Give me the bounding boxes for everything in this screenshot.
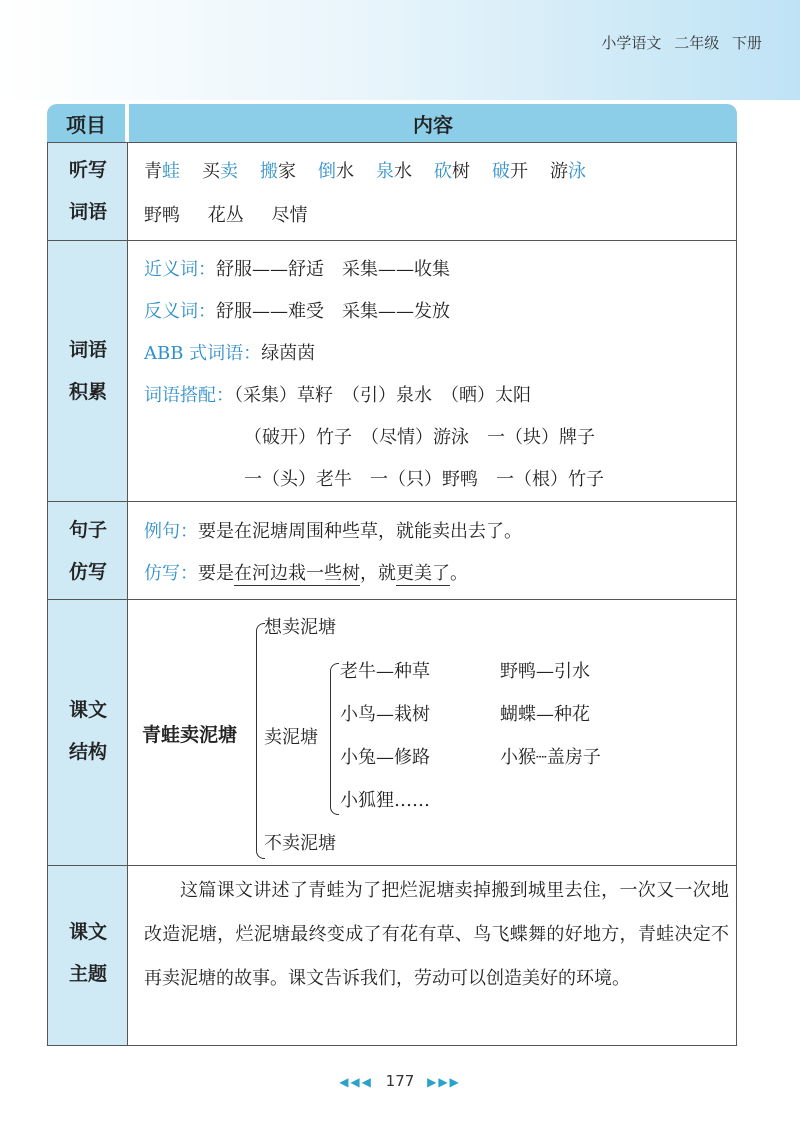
dictation-char: 卖 (220, 161, 238, 182)
synonym-line (144, 255, 450, 281)
structure-pair: 小猴┈盖房子 (500, 747, 601, 768)
next-arrows-icon: ▶▶▶ (427, 1075, 461, 1089)
row-divider (48, 240, 736, 241)
dictation-word (144, 161, 180, 182)
collocation-line-3: 一（头）老牛 一（只）野鸭 一（根）竹子 (244, 469, 604, 490)
antonym-tag: 反义词： (144, 301, 216, 322)
page-number: 177 (385, 1072, 415, 1090)
abb-tag: ABB 式词语： (144, 343, 262, 364)
dictation-word (434, 161, 470, 182)
row-divider (48, 599, 736, 600)
example-text: 要是在泥塘周围种些草，就能卖出去了。 (198, 521, 522, 542)
collocation-tag: 词语搭配： (144, 385, 234, 406)
row-divider (48, 865, 736, 866)
imitate-mid: ，就 (360, 563, 396, 584)
volume: 下册 (731, 34, 762, 52)
dictation-word (550, 161, 586, 182)
row-divider (48, 501, 736, 502)
imitate-underlined-1: 在河边栽一些树 (234, 563, 360, 584)
dictation-word (376, 161, 412, 182)
example-sentence (144, 517, 522, 543)
structure-pair: 野鸭—引水 (500, 661, 590, 682)
dictation-char: 青 (144, 161, 162, 182)
antonym-line (144, 297, 450, 323)
structure-pair: 蝴蝶—种花 (500, 704, 590, 725)
dictation-word: 尽情 (271, 205, 308, 226)
dictation-char: 泳 (568, 161, 586, 182)
dictation-word (318, 161, 354, 182)
dictation-words-row-1 (144, 157, 608, 183)
dictation-char: 泉 (376, 161, 394, 182)
label-theme-1: 课文 (68, 921, 107, 943)
dictation-char: 水 (394, 161, 412, 182)
column-header-item: 项目 (47, 104, 125, 142)
summary-table (47, 104, 737, 1046)
dictation-char: 蛙 (162, 161, 180, 182)
dictation-word (492, 161, 528, 182)
dictation-char: 倒 (318, 161, 336, 182)
dictation-words-row-2 (144, 201, 329, 227)
dictation-word: 花丛 (207, 205, 244, 226)
structure-title: 青蛙卖泥塘 (142, 724, 238, 746)
collocation-line-2: （破开）竹子 （尽情）游泳 一（块）牌子 (244, 427, 595, 448)
page-footer (0, 1072, 800, 1090)
dictation-char: 水 (336, 161, 354, 182)
imitate-end: 。 (450, 563, 468, 584)
abb-text: 绿茵茵 (261, 343, 316, 364)
label-column (48, 143, 128, 1045)
dictation-word (260, 161, 296, 182)
synonym-tag: 近义词： (144, 259, 216, 280)
inner-brace (330, 663, 339, 815)
label-structure-1: 课文 (68, 699, 107, 721)
synonym-text: 舒服——舒适 采集——收集 (216, 259, 450, 280)
imitate-tag: 仿写： (144, 563, 198, 584)
dictation-char: 买 (202, 161, 220, 182)
theme-paragraph: 这篇课文讲述了青蛙为了把烂泥塘卖掉搬到城里去住，一次又一次地改造泥塘，烂泥塘最终变成了有花有草、鸟飞蝶舞的好地方，青蛙决定不再卖泥塘的故事。课文告诉我们，劳动可以创造美好的环境。 (144, 880, 729, 989)
label-theme-2: 主题 (68, 963, 107, 985)
label-vocab-1: 词语 (68, 339, 107, 361)
dictation-char: 搬 (260, 161, 278, 182)
imitation-sentence (144, 559, 468, 585)
example-tag: 例句： (144, 521, 198, 542)
dictation-word (202, 161, 238, 182)
subject: 小学语文 (601, 34, 662, 52)
dictation-char: 家 (278, 161, 296, 182)
prev-arrows-icon: ◀◀◀ (339, 1075, 373, 1089)
dictation-char: 树 (452, 161, 470, 182)
label-sentence-2: 仿写 (68, 561, 107, 583)
label-dictation-1: 听写 (68, 159, 107, 181)
structure-pair: 老牛—种草 (340, 661, 430, 682)
branch-want-sell: 想卖泥塘 (264, 617, 336, 638)
book-header (601, 32, 762, 53)
label-vocab-2: 积累 (68, 381, 107, 403)
branch-not-sell: 不卖泥塘 (264, 833, 336, 854)
abb-line (144, 339, 315, 365)
branch-sell: 卖泥塘 (264, 727, 318, 748)
grade: 二年级 (674, 34, 720, 52)
label-dictation-2: 词语 (68, 201, 107, 223)
column-header-content: 内容 (129, 104, 737, 142)
structure-pair: 小狐狸…… (340, 790, 430, 811)
dictation-word: 野鸭 (144, 205, 180, 226)
dictation-char: 游 (550, 161, 568, 182)
dictation-char: 破 (492, 161, 510, 182)
imitate-pre: 要是 (198, 563, 234, 584)
dictation-char: 开 (510, 161, 528, 182)
collocation-text-1: （采集）草籽 （引）泉水 （晒）太阳 (234, 385, 531, 406)
dictation-char: 砍 (434, 161, 452, 182)
structure-pair: 小鸟—栽树 (340, 704, 430, 725)
antonym-text: 舒服——难受 采集——发放 (216, 301, 450, 322)
table-body (47, 142, 737, 1046)
collocation-line-1 (144, 381, 531, 407)
imitate-underlined-2: 更美了 (396, 563, 450, 584)
label-sentence-1: 句子 (68, 519, 107, 541)
label-structure-2: 结构 (68, 741, 107, 763)
structure-pair: 小兔—修路 (340, 747, 430, 768)
